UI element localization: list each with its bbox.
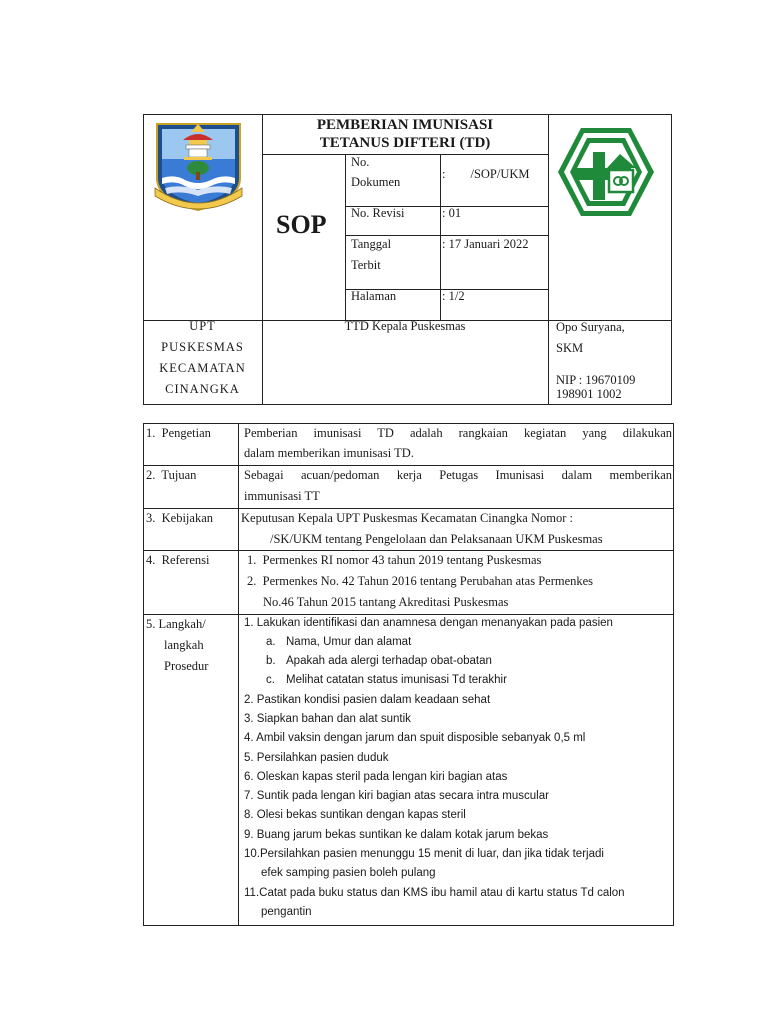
step-2: 2. Pastikan kondisi pasien dalam keadaan sehat — [244, 694, 491, 706]
doc-title-line1: PEMBERIAN IMUNISASI — [316, 117, 494, 133]
ref-item-2-line2: No.46 Tahun 2015 tantang Akreditasi Puskesmas — [263, 595, 509, 609]
step-4: 4. Ambil vaksin dengan jarum dan spuit disposible sebanyak 0,5 ml — [244, 732, 586, 744]
org-line2: PUSKESMAS — [161, 340, 244, 354]
step-5: 5. Persilahkan pasien duduk — [244, 752, 389, 764]
step-1a: Nama, Umur dan alamat — [286, 636, 412, 648]
revision-label: No. Revisi — [351, 206, 405, 220]
step-6: 6. Oleskan kapas steril pada lengan kiri bagian atas — [244, 771, 508, 783]
date-label-2: Terbit — [351, 258, 381, 272]
sop-label: SOP — [276, 210, 327, 239]
kebijakan-label: 3. Kebijakan — [146, 511, 213, 525]
step-10-line2: efek samping pasien boleh pulang — [261, 867, 436, 879]
step-9: 9. Buang jarum bekas suntikan ke dalam kotak jarum bekas — [244, 829, 549, 841]
org-line3: KECAMATAN — [159, 361, 246, 375]
langkah-label-3: Prosedur — [164, 659, 209, 673]
org-line4: CINANGKA — [165, 382, 240, 396]
head-name-line2: SKM — [556, 341, 584, 355]
revision-value: : 01 — [442, 206, 462, 220]
doc-no-label-2: Dokumen — [351, 175, 401, 189]
date-value: : 17 Januari 2022 — [442, 237, 529, 251]
referensi-label: 4. Referensi — [146, 553, 210, 567]
regency-logo — [151, 118, 246, 213]
pengertian-line2: dalam memberikan imunisasi TD. — [244, 446, 414, 460]
ref-item-2-line1: 2. Permenkes No. 42 Tahun 2016 tentang Perubahan atas Permenkes — [247, 574, 594, 588]
langkah-label-1: 5. Langkah/ — [146, 617, 206, 631]
date-label-1: Tanggal — [351, 237, 392, 251]
step-1c-marker: c. — [266, 674, 275, 686]
puskesmas-logo — [556, 124, 656, 220]
step-7: 7. Suntik pada lengan kiri bagian atas secara intra muscular — [244, 790, 549, 802]
page-value: : 1/2 — [442, 289, 465, 303]
doc-no-label-1: No. — [351, 155, 370, 169]
kebijakan-line2: /SK/UKM tentang Pengelolaan dan Pelaksanaan UKM Puskesmas — [270, 532, 603, 546]
ref-item-1: 1. Permenkes RI nomor 43 tahun 2019 tentang Puskesmas — [247, 553, 542, 567]
langkah-label-2: langkah — [164, 638, 204, 652]
step-3: 3. Siapkan bahan dan alat suntik — [244, 713, 411, 725]
nip-line1: NIP : 19670109 — [556, 373, 636, 387]
pengertian-line1: Pemberian imunisasi TD adalah rangkaian kegiatan yang dilakukan — [244, 426, 672, 440]
step-1b-marker: b. — [266, 655, 276, 667]
step-8: 8. Olesi bekas suntikan dengan kapas steril — [244, 809, 466, 821]
doc-title-line2: TETANUS DIFTERI (TD) — [319, 135, 491, 151]
step-1a-marker: a. — [266, 636, 276, 648]
tujuan-line2: immunisasi TT — [244, 489, 320, 503]
step-1c: Melihat catatan status imunisasi Td terakhir — [286, 674, 507, 686]
step-1: 1. Lakukan identifikasi dan anamnesa dengan menanyakan pada pasien — [244, 617, 613, 629]
org-line1: UPT — [189, 319, 216, 333]
sign-label: TTD Kepala Puskesmas — [344, 319, 466, 333]
tujuan-line1: Sebagai acuan/pedoman kerja Petugas Imunisasi dalam memberikan — [244, 468, 672, 482]
nip-line2: 198901 1002 — [556, 387, 622, 401]
page-label: Halaman — [351, 289, 397, 303]
head-name-line1: Opo Suryana, — [556, 320, 625, 334]
tujuan-label: 2. Tujuan — [146, 468, 197, 482]
step-1b: Apakah ada alergi terhadap obat-obatan — [286, 655, 492, 667]
pengertian-label: 1. Pengetian — [146, 426, 211, 440]
doc-no-value: : /SOP/UKM — [442, 167, 530, 181]
step-11-line2: pengantin — [261, 906, 312, 918]
step-10-line1: 10.Persilahkan pasien menunggu 15 menit di luar, dan jika tidak terjadi — [244, 848, 604, 860]
step-11-line1: 11.Catat pada buku status dan KMS ibu hamil atau di kartu status Td calon — [244, 887, 625, 899]
kebijakan-line1: Keputusan Kepala UPT Puskesmas Kecamatan Cinangka Nomor : — [241, 511, 573, 525]
